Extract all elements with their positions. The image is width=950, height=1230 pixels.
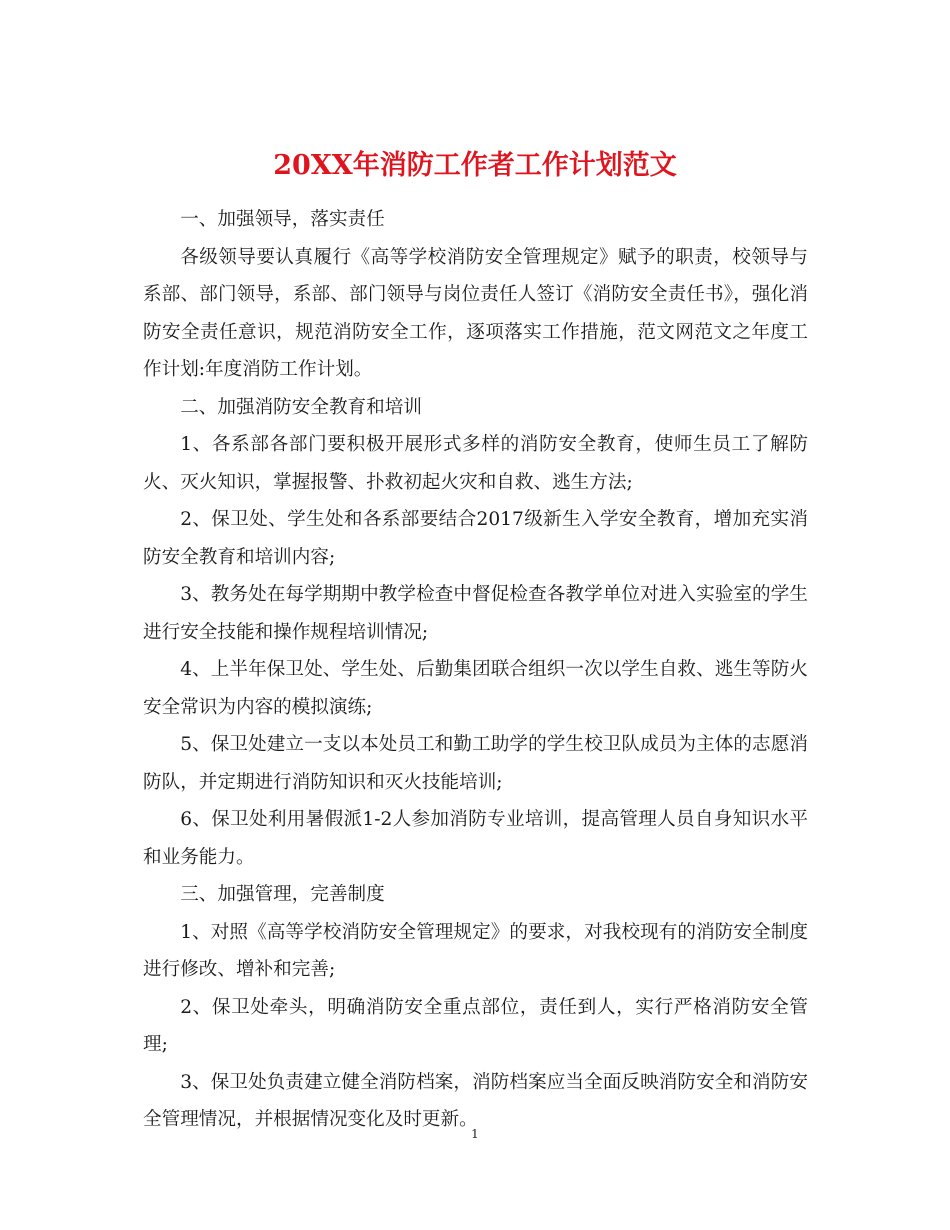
list-item: 6、保卫处利用暑假派1-2人参加消防专业培训，提高管理人员自身知识水平和业务能力。 xyxy=(143,809,808,868)
list-item: 5、保卫处建立一支以本处员工和勤工助学的学生校卫队成员为主体的志愿消防队，并定期进行消防知识和灭火技能培训; xyxy=(143,734,808,793)
list-item: 1、对照《高等学校消防安全管理规定》的要求，对我校现有的消防安全制度进行修改、增补和完善; xyxy=(143,921,808,980)
paragraph: 各级领导要认真履行《高等学校消防安全管理规定》赋予的职责，校领导与系部、部门领导，系部、部门领导与岗位责任人签订《消防安全责任书》，强化消防安全责任意识，规范消防安全工作，逐项落实工作措施，范文网范文之年度工作计划:年度消防工作计划。 xyxy=(143,246,808,380)
list-item: 1、各系部各部门要积极开展形式多样的消防安全教育，使师生员工了解防火、灭火知识，掌握报警、扑救初起火灾和自救、逃生方法; xyxy=(143,434,808,493)
document-title: 20XX年消防工作者工作计划范文 xyxy=(273,150,677,182)
list-item: 3、保卫处负责建立健全消防档案，消防档案应当全面反映消防安全和消防安全管理情况，并根据情况变化及时更新。 xyxy=(143,1071,808,1130)
document-body xyxy=(143,201,808,1139)
section-heading-1: 一、加强领导，落实责任 xyxy=(180,209,385,230)
list-item: 2、保卫处牵头，明确消防安全重点部位，责任到人，实行严格消防安全管理; xyxy=(143,996,808,1055)
page-number: 1 xyxy=(471,1127,479,1141)
list-item: 2、保卫处、学生处和各系部要结合2017级新生入学安全教育，增加充实消防安全教育和培训内容; xyxy=(143,509,808,568)
list-item: 4、上半年保卫处、学生处、后勤集团联合组织一次以学生自救、逃生等防火安全常识为内容的模拟演练; xyxy=(143,659,808,718)
list-item: 3、教务处在每学期期中教学检查中督促检查各教学单位对进入实验室的学生进行安全技能和操作规程培训情况; xyxy=(143,584,808,643)
section-heading-3: 三、加强管理，完善制度 xyxy=(180,884,385,905)
section-heading-2: 二、加强消防安全教育和培训 xyxy=(180,396,422,418)
